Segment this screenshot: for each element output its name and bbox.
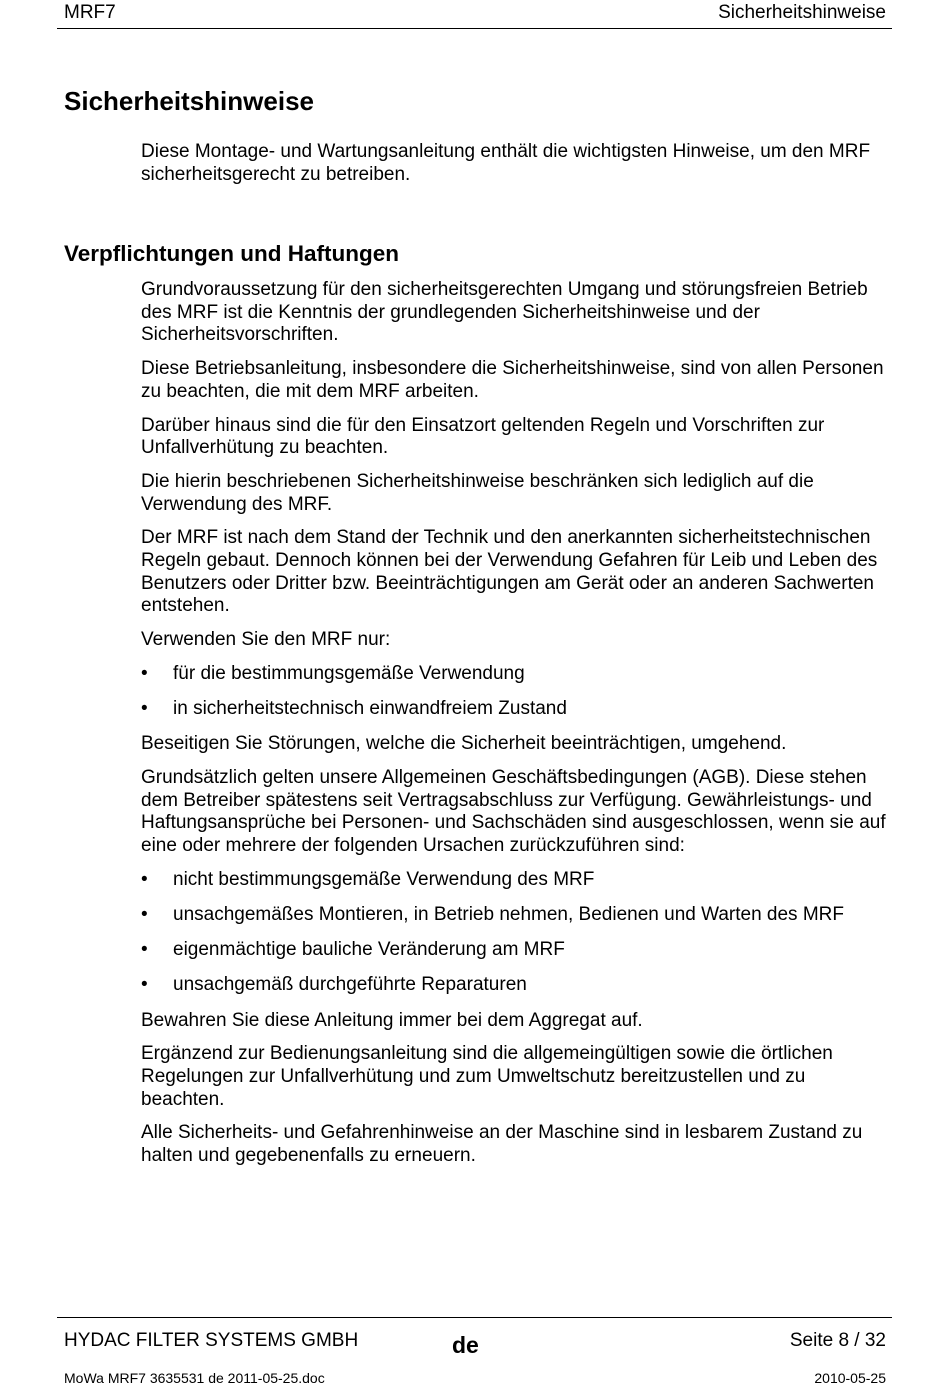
list-item [141,663,886,686]
paragraph: Darüber hinaus sind die für den Einsatzort geltenden Regeln und Vorschriften zur Unfallverhütung zu beachten. [141,414,825,459]
usage-list [141,663,886,721]
footer-date: 2010-05-25 [814,1370,886,1386]
list-item-text: für die bestimmungsgemäße Verwendung [173,662,525,684]
paragraph: Verwenden Sie den MRF nur: [141,629,391,651]
list-item [141,698,886,721]
paragraph: Der MRF ist nach dem Stand der Technik und den anerkannten sicherheitstechnischen Regeln gebaut. Dennoch können bei der Verwendung Gefahren für Leib und Leben des Benutzers oder Dritter bzw. Beeinträchtigungen am Gerät oder an anderen Sachwerten entstehen. [141,527,878,617]
list-item-text: nicht bestimmungsgemäße Verwendung des MRF [173,868,595,890]
list-item-text: unsachgemäßes Montieren, in Betrieb nehmen, Bedienen und Warten des MRF [173,903,844,925]
section-title: Sicherheitshinweise [64,86,314,116]
header-divider [57,28,892,29]
header-chapter: Sicherheitshinweise [718,2,886,23]
list-item [141,904,886,927]
paragraph: Die hierin beschriebenen Sicherheitshinweise beschränken sich lediglich auf die Verwendung des MRF. [141,470,814,515]
intro-paragraph: Diese Montage- und Wartungsanleitung enthält die wichtigsten Hinweise, um den MRF sicherheitsgerecht zu betreiben. [141,141,871,185]
footer-language: de [452,1332,479,1358]
bullet-icon: • [141,662,148,684]
list-item-text: eigenmächtige bauliche Veränderung am MRF [173,939,565,961]
paragraph: Grundvoraussetzung für den sicherheitsgerechten Umgang und störungsfreien Betrieb des MRF ist die Kenntnis der grundlegenden Sicherheitshinweise und der Sicherheitsvorschriften. [141,279,868,346]
bullet-icon: • [141,698,148,720]
list-item-text: in sicherheitstechnisch einwandfreiem Zustand [173,698,567,720]
paragraph: Alle Sicherheits- und Gefahrenhinweise an der Maschine sind in lesbarem Zustand zu halten und gegebenenfalls zu erneuern. [141,1122,863,1167]
header-product: MRF7 [64,2,116,23]
bullet-icon: • [141,974,148,996]
bullet-icon: • [141,903,148,925]
subsection-title: Verpflichtungen und Haftungen [64,241,399,266]
footer-filename: MoWa MRF7 3635531 de 2011-05-25.doc [64,1370,325,1386]
body-text [141,279,886,1179]
bullet-icon: • [141,868,148,890]
paragraph: Bewahren Sie diese Anleitung immer bei dem Aggregat auf. [141,1009,643,1031]
paragraph: Diese Betriebsanleitung, insbesondere die Sicherheitshinweise, sind von allen Personen zu beachten, die mit dem MRF arbeiten. [141,358,884,402]
causes-list [141,869,886,997]
footer-divider [57,1317,892,1318]
paragraph: Grundsätzlich gelten unsere Allgemeinen Geschäftsbedingungen (AGB). Diese stehen dem Betreiber spätestens seit Vertragsabschluss zur Verfügung. Gewährleistungs- und Haftungsansprüche bei Personen- und Sachschäden sind ausgeschlossen, wenn sie auf eine oder mehrere der folgenden Ursachen zurückzuführen sind: [141,766,886,857]
footer-company: HYDAC FILTER SYSTEMS GMBH [64,1330,359,1351]
list-item [141,974,886,997]
list-item-text: unsachgemäß durchgeführte Reparaturen [173,974,527,996]
list-item [141,939,886,962]
list-item [141,869,886,892]
footer-page-number: Seite 8 / 32 [789,1330,886,1351]
paragraph: Beseitigen Sie Störungen, welche die Sicherheit beeinträchtigen, umgehend. [141,733,787,755]
paragraph: Ergänzend zur Bedienungsanleitung sind die allgemeingültigen sowie die örtlichen Regelungen zur Unfallverhütung und zum Umweltschutz bereitzustellen und zu beachten. [141,1043,833,1110]
bullet-icon: • [141,939,148,961]
